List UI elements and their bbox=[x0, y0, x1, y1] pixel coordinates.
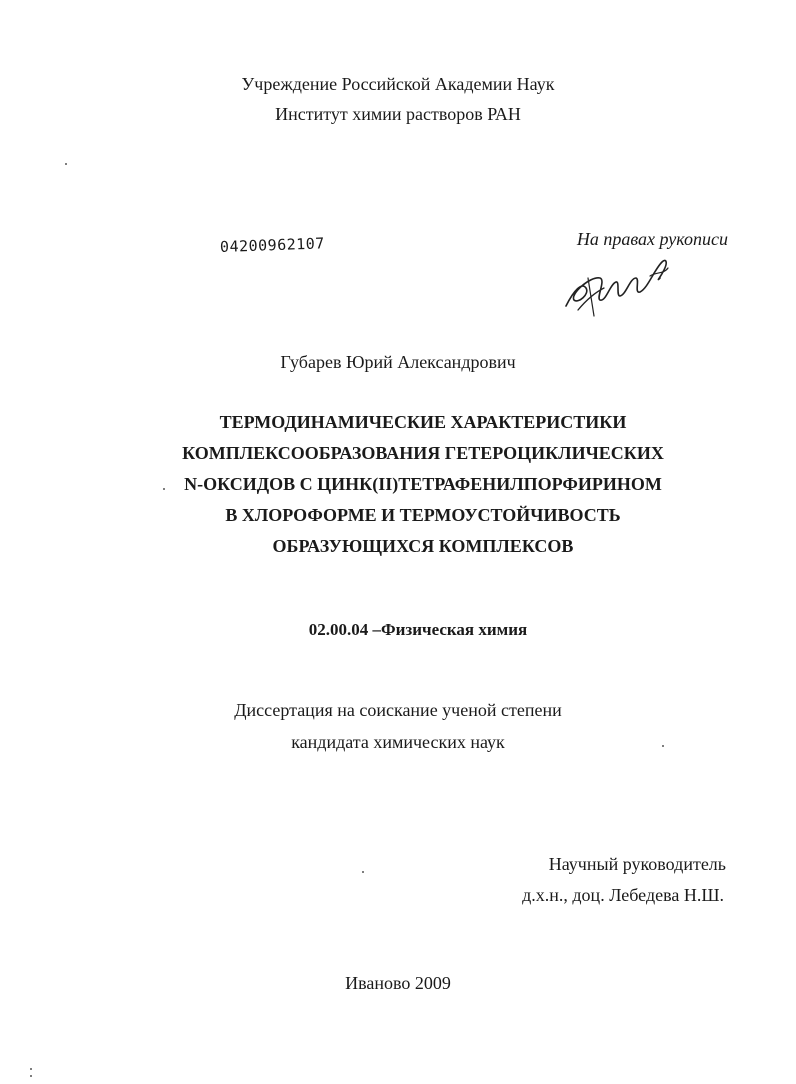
specialty-code: 02.00.04 –Физическая химия bbox=[308, 620, 528, 639]
title-line-1: ТЕРМОДИНАМИЧЕСКИЕ ХАРАКТЕРИСТИКИ bbox=[219, 412, 627, 432]
institution-line-2: Институт химии растворов РАН bbox=[275, 104, 521, 124]
title-line-5: ОБРАЗУЮЩИХСЯ КОМПЛЕКСОВ bbox=[272, 536, 574, 556]
scan-speck bbox=[362, 871, 364, 873]
title-line-3: N-ОКСИДОВ С ЦИНК(II)ТЕТРАФЕНИЛПОРФИРИНОМ bbox=[184, 474, 662, 494]
degree-line-2: кандидата химических наук bbox=[291, 732, 505, 752]
title-line-2: КОМПЛЕКСООБРАЗОВАНИЯ ГЕТЕРОЦИКЛИЧЕСКИХ bbox=[182, 443, 664, 463]
supervisor-role: Научный руководитель bbox=[548, 854, 726, 874]
scan-speck bbox=[163, 488, 165, 490]
scan-speck bbox=[65, 163, 67, 165]
institution-line-1: Учреждение Российской Академии Наук bbox=[241, 74, 555, 94]
degree-line-1: Диссертация на соискание ученой степени bbox=[234, 700, 562, 720]
scan-speck bbox=[662, 745, 664, 747]
title-line-4: В ХЛОРОФОРМЕ И ТЕРМОУСТОЙЧИВОСТЬ bbox=[225, 505, 621, 525]
scan-speck bbox=[30, 1075, 32, 1077]
scan-speck bbox=[30, 1068, 32, 1070]
supervisor-name: д.х.н., доц. Лебедева Н.Ш. bbox=[522, 885, 724, 905]
inventory-number: 04200962107 bbox=[219, 234, 326, 256]
handwritten-signature bbox=[560, 248, 675, 318]
author-name: Губарев Юрий Александрович bbox=[280, 352, 516, 372]
place-year: Иваново 2009 bbox=[345, 973, 451, 993]
manuscript-rights-note: На правах рукописи bbox=[576, 229, 728, 249]
